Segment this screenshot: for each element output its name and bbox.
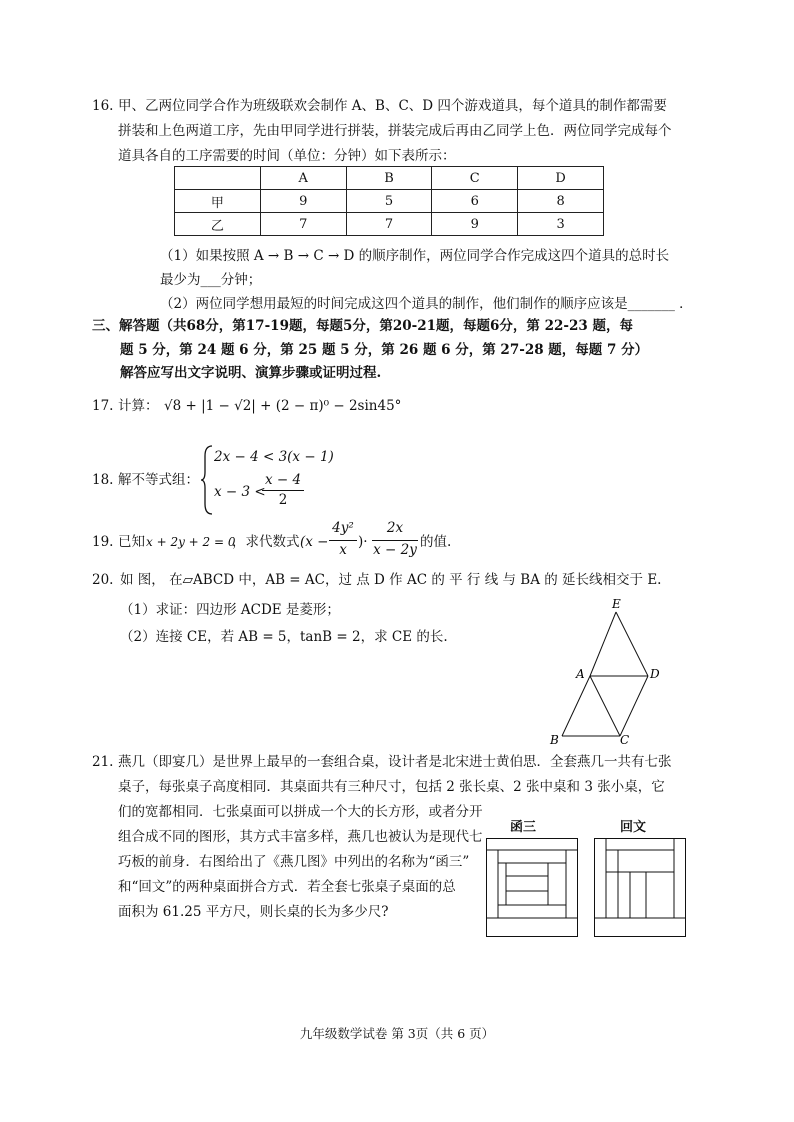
q16-part2: （2）两位同学想用最短的时间完成这四个道具的制作，他们制作的顺序应该是_______ ． xyxy=(160,296,693,312)
q21-line-7: 面积为 61.25 平方尺，则长桌的长为多少尺? xyxy=(118,904,389,920)
q19-condition: x + 2y + 2 = 0 xyxy=(146,535,236,549)
table-cell: 7 xyxy=(346,213,432,236)
fig-hansan-title: 函三 xyxy=(510,820,537,835)
table-cell: 3 xyxy=(518,213,604,236)
q20-part2: （2）连接 CE，若 AB = 5，tanB = 2，求 CE 的长. xyxy=(120,629,448,645)
q19-frac1-numerator: 4y² xyxy=(332,520,354,536)
table-header-cell: D xyxy=(518,167,604,190)
q20-part1: （1）求证：四边形 ACDE 是菱形； xyxy=(120,602,340,618)
fig-huiwen xyxy=(594,838,686,938)
table-cell: 9 xyxy=(260,190,346,213)
table-cell: 乙 xyxy=(175,213,261,236)
label-E: E xyxy=(612,598,621,611)
section3-line-1: 三、解答题（共68分，第17-19题，每题5分，第20-21题，每题6分，第 22-23 题，每 xyxy=(92,318,634,334)
label-C: C xyxy=(620,733,630,746)
q18-fraction-bar xyxy=(262,490,304,491)
q16-part1-line-1: （1）如果按照 A → B → C → D 的顺序制作，两位同学合作完成这四个道具的总时长 xyxy=(160,248,670,264)
page-footer: 九年级数学试卷 第 3页（共 6 页） xyxy=(299,1026,495,1041)
q19-expr-a: (x − xyxy=(300,534,329,550)
q20-line-1: 如 图， 在▱ABCD 中，AB = AC，过 点 D 作 AC 的 平 行 线 与 BA 的 延长线相交于 E. xyxy=(120,572,662,588)
q16-part1-line-2: 最少为___分钟； xyxy=(160,272,262,288)
table-cell: 7 xyxy=(260,213,346,236)
q21-line-1: 燕几（即宴几）是世界上最早的一套组合桌，设计者是北宋进士黄伯思．全套燕几一共有七张 xyxy=(118,754,672,770)
q18-inequality-1: 2x − 4 < 3(x − 1) xyxy=(214,449,334,465)
q19-frac1-bar xyxy=(329,540,357,541)
table-cell: 6 xyxy=(432,190,518,213)
q19-suffix: 的值. xyxy=(420,534,452,550)
table-header-cell xyxy=(175,167,261,190)
q19-frac2-denominator: x − 2y xyxy=(373,542,417,558)
q21-line-6: 和“回文”的两种桌面拼合方式．若全套七张桌子桌面的总 xyxy=(118,879,456,895)
q16-line-3: 道具各自的工序需要的时间（单位：分钟）如下表所示： xyxy=(118,148,456,164)
outer-frame xyxy=(487,839,578,937)
segment-ED xyxy=(616,612,648,676)
q19-frac2-bar xyxy=(372,540,418,541)
q16-line-2: 拼装和上色两道工序，先由甲同学进行拼装，拼装完成后再由乙同学上色．两位同学完成每个 xyxy=(118,123,672,139)
q17-expression: √8 + |1 − √2| + (2 − π)⁰ − 2sin45° xyxy=(164,398,402,414)
section3-line-2: 题 5 分，第 24 题 6 分，第 25 题 5 分，第 26 题 6 分，第 27-28 题，每题 7 分） xyxy=(120,342,649,358)
q17-prefix: 计算： xyxy=(118,398,159,414)
outer-frame xyxy=(595,839,686,937)
table-row xyxy=(175,213,604,236)
q20-number: 20. xyxy=(92,572,114,588)
q20-figure xyxy=(540,598,680,746)
q19-mid: ，求代数式 xyxy=(232,534,300,550)
q19-frac2-numerator: 2x xyxy=(386,520,404,536)
table-cell: 5 xyxy=(346,190,432,213)
table-cell: 9 xyxy=(432,213,518,236)
q18-brace xyxy=(200,444,214,516)
segment-EA xyxy=(590,612,616,676)
fig-huiwen-title: 回文 xyxy=(620,820,647,835)
label-D: D xyxy=(650,667,660,681)
q17-number: 17. xyxy=(92,398,114,414)
q21-line-5: 巧板的前身．右图给出了《燕几图》中列出的名称为“函三” xyxy=(118,854,470,870)
q16-line-1: 甲、乙两位同学合作为班级联欢会制作 A、B、C、D 四个游戏道具，每个道具的制作都需要 xyxy=(118,98,667,114)
segment-AC xyxy=(590,676,620,736)
segment-AB xyxy=(562,676,590,736)
table-cell: 8 xyxy=(518,190,604,213)
table-row xyxy=(175,190,604,213)
q19-frac1-denominator: x xyxy=(339,542,347,558)
label-B: B xyxy=(550,733,559,746)
segment-DC xyxy=(620,676,648,736)
q16-number: 16. xyxy=(92,98,114,114)
q18-number: 18. xyxy=(92,472,114,488)
q21-number: 21. xyxy=(92,754,114,770)
table-header-row xyxy=(175,167,604,190)
table-header-cell: B xyxy=(346,167,432,190)
q19-prefix: 已知 xyxy=(118,534,145,550)
q21-line-4: 组合成不同的图形，其方式丰富多样，燕几也被认为是现代七 xyxy=(118,829,483,845)
table-cell: 甲 xyxy=(175,190,261,213)
q19-expr-b: )· xyxy=(358,534,368,550)
q18-fraction-numerator: x − 4 xyxy=(264,472,302,488)
section3-line-3: 解答应写出文字说明、演算步骤或证明过程. xyxy=(120,365,382,381)
q18-inequality-2-left: x − 3 < xyxy=(214,484,266,500)
q16-time-table xyxy=(174,166,604,236)
q21-line-3: 们的宽都相同．七张桌面可以拼成一个大的长方形，或者分开 xyxy=(118,804,483,820)
table-header-cell: C xyxy=(432,167,518,190)
table-header-cell: A xyxy=(260,167,346,190)
label-A: A xyxy=(576,667,585,681)
q21-line-2: 桌子，每张桌子高度相同．其桌面共有三种尺寸，包括 2 张长桌、2 张中桌和 3 张小桌，它 xyxy=(118,779,665,795)
q19-number: 19. xyxy=(92,534,114,550)
q18-prefix: 解不等式组： xyxy=(118,472,199,488)
q18-fraction-denominator: 2 xyxy=(278,492,288,508)
fig-hansan xyxy=(486,838,578,938)
